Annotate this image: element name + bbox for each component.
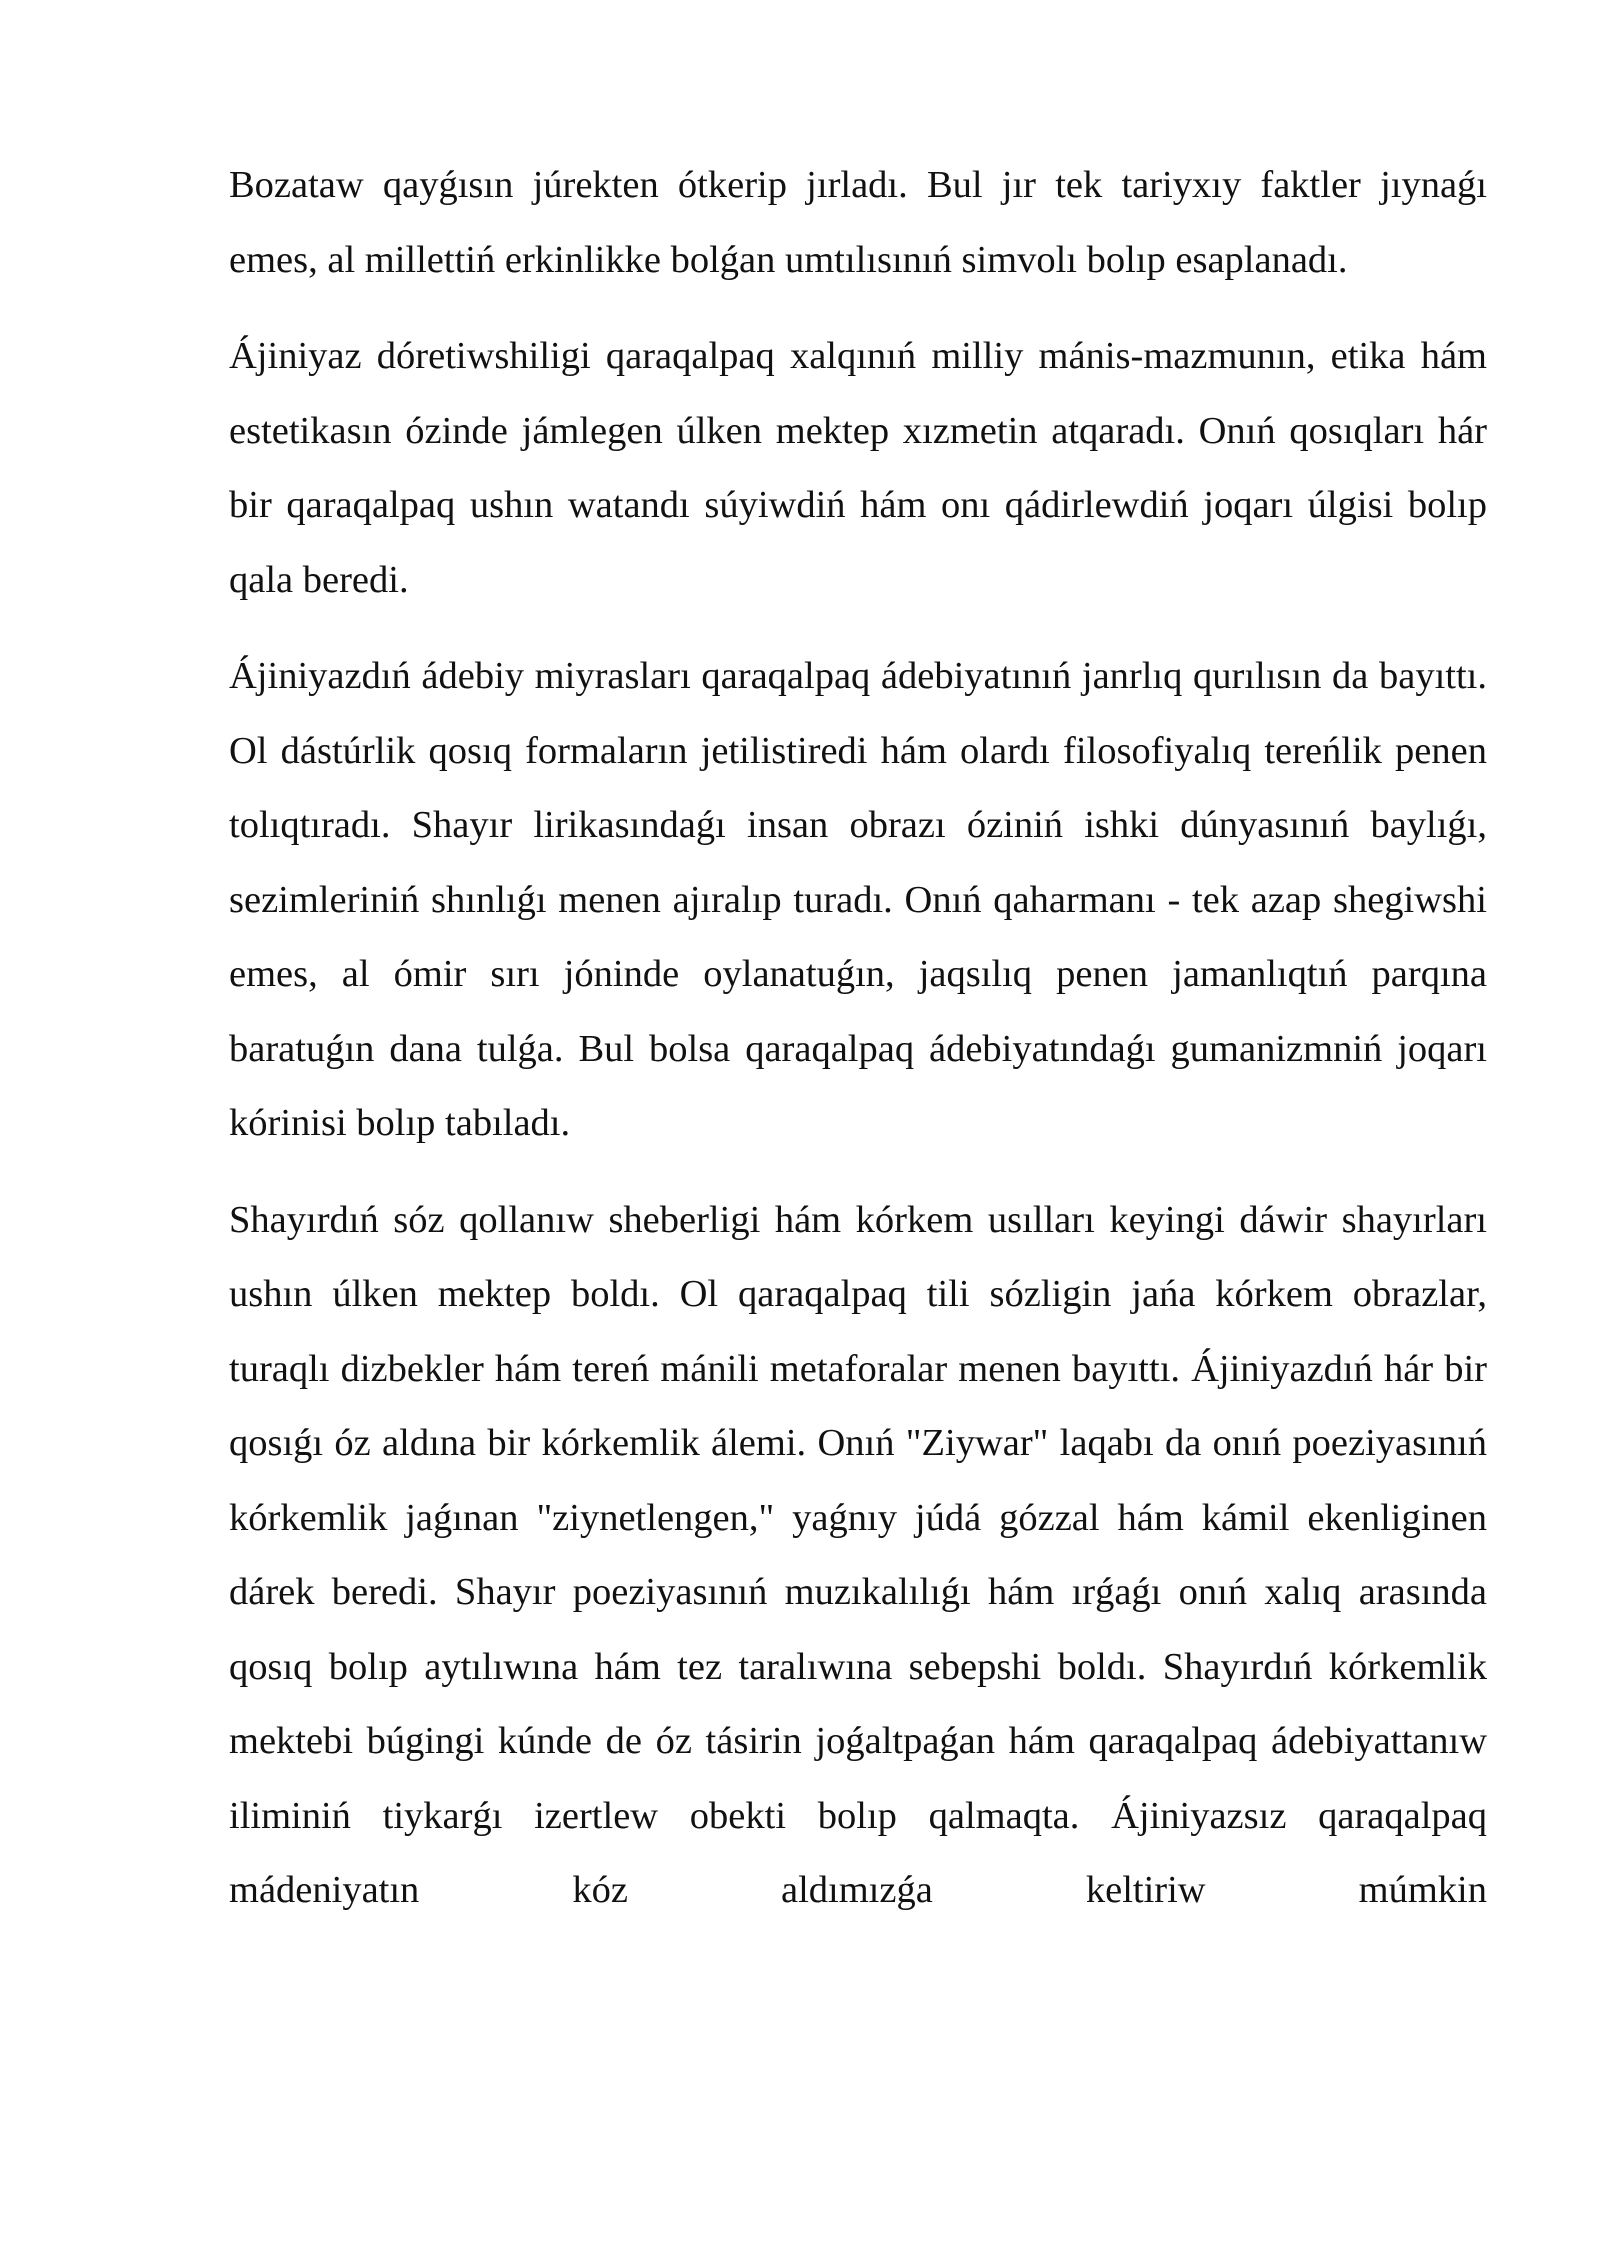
document-body: [229, 148, 1487, 1911]
paragraph-bozataw: Bozataw qayǵısın júrekten ótkerip jırladı. Bul jır tek tariyxıy faktler jıynaǵı emes, al millettiń erkinlikke bolǵan umtılısınıń simvolı bolıp esaplanadı.: [229, 164, 1487, 281]
paragraph-poet-mastery: Shayırdıń sóz qollanıw sheberligi hám kórkem usılları keyingi dáwir shayırları ushın úlken mektep boldı. Ol qaraqalpaq tili sózligin jańa kórkem obrazlar, turaqlı dizbekler hám tereń mánili metaforalar menen bayıttı. Ájiniyazdıń hár bir qosıǵı óz aldına bir kórkemlik álemi. Onıń "Ziywar" laqabı da onıń poeziyasınıń kórkemlik jaǵınan "ziynetlengen," yaǵnıy júdá gózzal hám kámil ekenliginen dárek beredi. Shayır poeziyasınıń muzıkalılıǵı hám ırǵaǵı onıń xalıq arasında qosıq bolıp aytılıwına hám tez taralıwına sebepshi boldı. Shayırdıń kórkemlik mektebi búgingi kúnde de óz tásirin joǵaltpaǵan hám qaraqalpaq ádebiyattanıw iliminiń tiykarǵı izertlew obekti bolıp qalmaqta. Ájiniyazsız qaraqalpaq mádeniyatın kóz aldımızǵa keltiriw múmkin: [229, 1198, 1487, 1911]
paragraph-literary-heritage: Ájiniyazdıń ádebiy miyrasları qaraqalpaq ádebiyatınıń janrlıq qurılısın da bayıttı. Ol dástúrlik qosıq formaların jetilistiredi hám olardı filosofiyalıq tereńlik penen tolıqtıradı. Shayır lirikasındaǵı insan obrazı óziniń ishki dúnyasınıń baylıǵı, sezimleriniń shınlıǵı menen ajıralıp turadı. Onıń qaharmanı - tek azap shegiwshi emes, al ómir sırı jóninde oylanatuǵın, jaqsılıq penen jamanlıqtıń parqına baratuǵın dana tulǵa. Bul bolsa qaraqalpaq ádebiyatındaǵı gumanizmniń joqarı kórinisi bolıp tabıladı.: [229, 655, 1487, 1144]
paragraph-ajiniyaz-creativity: Ájiniyaz dóretiwshiligi qaraqalpaq xalqınıń milliy mánis-mazmunın, etika hám estetikasın ózinde jámlegen úlken mektep xızmetin atqaradı. Onıń qosıqları hár bir qaraqalpaq ushın watandı súyiwdiń hám onı qádirlewdiń joqarı úlgisi bolıp qala beredi.: [229, 335, 1487, 601]
